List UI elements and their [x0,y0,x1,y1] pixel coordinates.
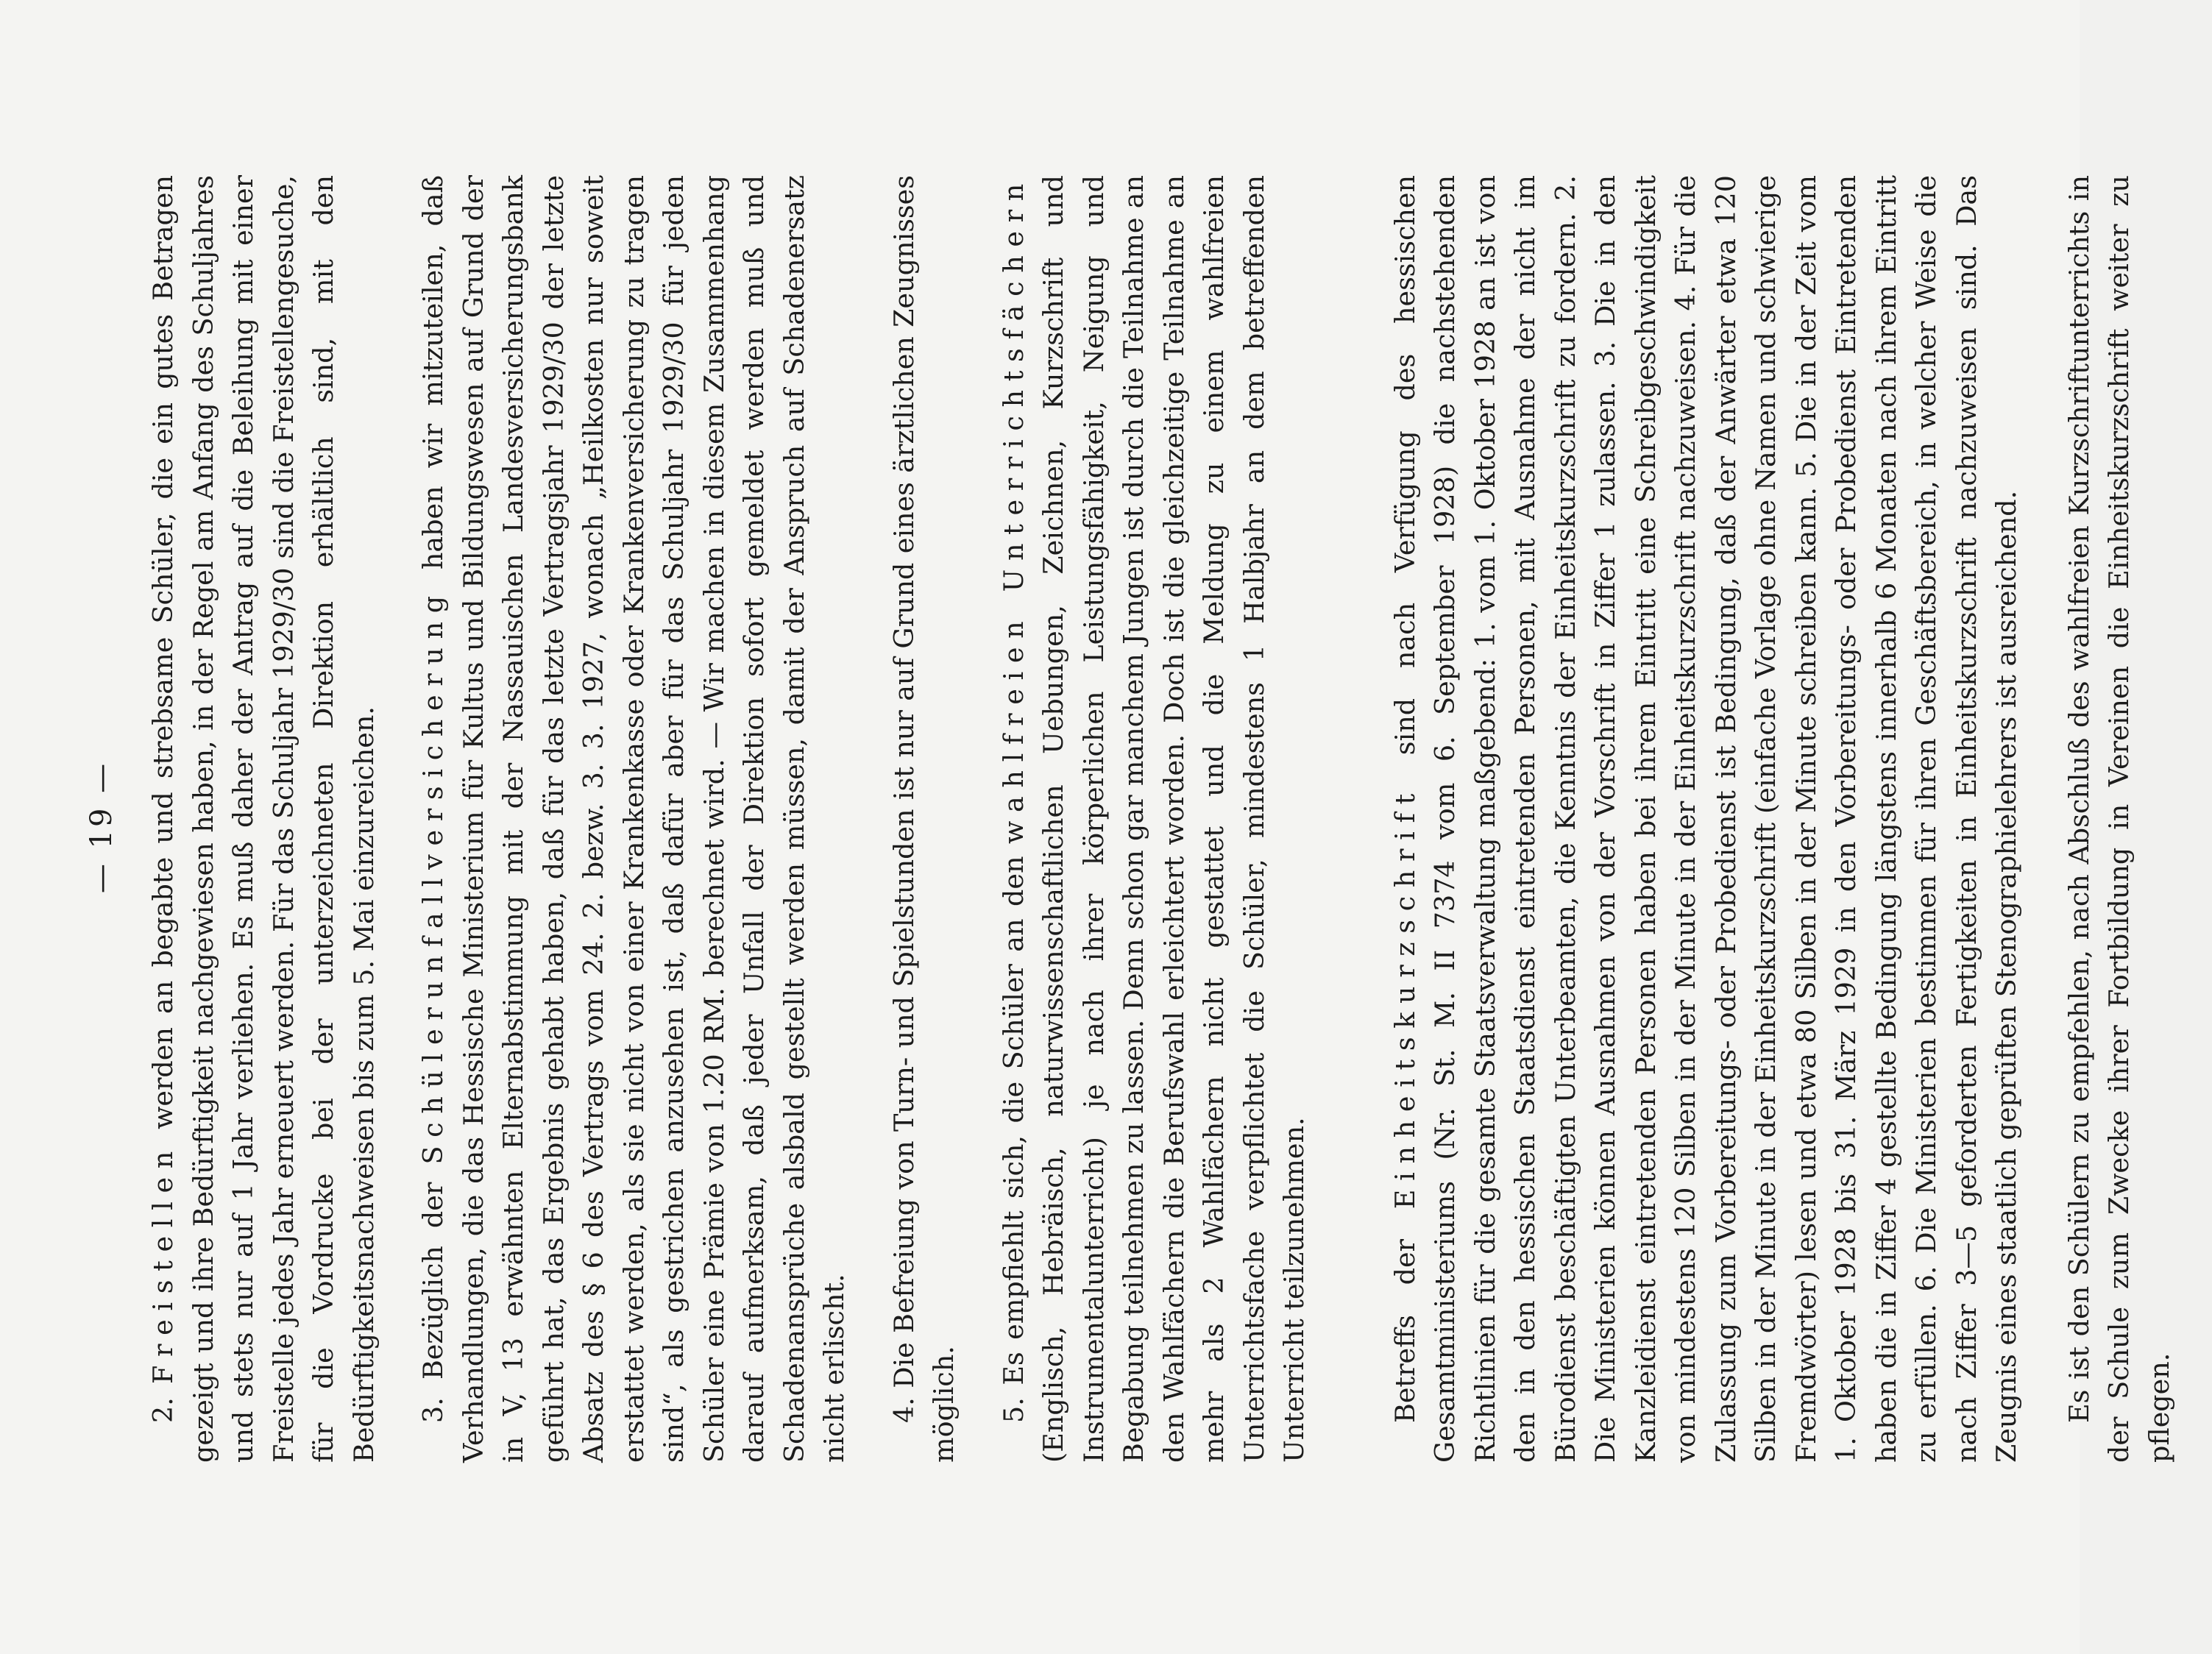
spaced-heading-freistellen: Freistellen [147,1143,179,1385]
paragraph-wahlfreie-unterrichtsfaecher [994,175,1315,1463]
spaced-heading-schuelerunfallversicherung: Schülerunfallversicherung [417,587,449,1165]
paragraph-lead: 2. [147,1384,179,1423]
paragraph-text: (Englisch, Hebräisch, naturwissenschaftlichen Uebungen, Zeichnen, Kurzschrift und Instrumentalunterricht) je nach ihrer körperlichen Leistungsfähigkeit, Neigung und Begabung teilnehmen zu lassen. Denn schon gar manchem Jungen ist durch die Teilnahme an den Wahlfächern die Berufswahl erleichtert worden. Doch ist die gleichzeitige Teilnahme an mehr als 2 Wahlfächern nicht gestattet und die Meldung zu einem wahlfreien Unterrichtsfache verpflichtet die Schüler, mindestens 1 Halbjahr an dem betreffenden Unterricht teilzunehmen. [1038,175,1310,1463]
paragraph-empfehlung [2060,175,2180,1463]
spaced-heading-einheitskurzschrift: Einheitskurzschrift [1389,784,1421,1210]
paragraph-lead: 3. Bezüglich der [417,1164,449,1423]
paragraph-text: Es ist den Schülern zu empfehlen, nach Abschluß des wahlfreien Kurzschriftunterrichts in der Schule zum Zwecke ihrer Fortbildung in Vereinen die Einheitskurzschrift weiter zu pflegen. [2063,175,2175,1463]
spaced-heading-wahlfreie-unterrichtsfaecher: wahlfreien Unterrichtsfächern [997,175,1029,844]
paragraph-befreiung [885,175,965,1463]
paragraph-freistellen [143,175,384,1463]
paragraph-lead: Betreffs der [1389,1209,1421,1423]
body-text [143,175,2212,1463]
paragraph-lead: 5. Es empfiehlt sich, die Schüler an den [997,843,1029,1423]
page-number: — 19 — [85,760,118,894]
paragraph-schuelerunfallversicherung [414,175,855,1463]
paragraph-einheitskurzschrift [1386,175,2027,1463]
paragraph-text: sind nach Verfügung des hessischen Gesamtministeriums (Nr. St. M. II 7374 vom 6. September 1928) die nachstehenden Richtlinien für die gesamte Staatsverwaltung maßgebend: 1. vom 1. Oktober 1928 an ist von den in den hessischen Staatsdienst eintretenden Personen, mit Ausnahme der nicht im Bürodienst beschäftigten Unterbeamten, die Kenntnis der Einheitskurzschrift zu fordern. 2. Die Ministerien können Ausnahmen von der Vorschrift in Ziffer 1 zulassen. 3. Die in den Kanzleidienst eintretenden Personen haben bei ihrem Eintritt eine Schreibgeschwindigkeit von mindestens 120 Silben in der Minute in der Einheitskurzschrift nachzuweisen. 4. Für die Zulassung zum Vorbereitungs- oder Probedienst ist Bedingung, daß der Anwärter etwa 120 Silben in der Minute in der Einheitskurzschrift (einfache Vorlage ohne Namen und schwierige Fremdwörter) lesen und etwa 80 Silben in der Minute schreiben kann. 5. Die in der Zeit vom 1. Oktober 1928 bis 31. März 1929 in den Vorbereitungs- oder Probedienst Eintretenden haben die in Ziffer 4 gestellte Bedingung längstens innerhalb 6 Monaten nach ihrem Eintritt zu erfüllen. 6. Die Ministerien bestimmen für ihren Geschäftsbereich, in welcher Weise die nach Ziffer 3—5 geforderten Fertigkeiten in Einheitskurzschrift nachzuweisen sind. Das Zeugnis eines staatlich geprüften Stenographielehrers ist ausreichend. [1389,175,2022,1463]
paragraph-text: 4. Die Befreiung von Turn- und Spielstunden ist nur auf Grund eines ärztlichen Zeugnisses möglich. [887,175,960,1463]
paragraph-text: haben wir mitzuteilen, daß Verhandlungen, die das Hessische Ministerium für Kultus und Bildungswesen auf Grund der in V, 13 erwähnten Elternabstimmung mit der Nassauischen Landesversicherungsbank geführt hat, das Ergebnis gehabt haben, daß für das letzte Vertragsjahr 1929/30 der letzte Absatz des § 6 des Vertrags vom 24. 2. bezw. 3. 3. 1927, wonach „Heilkosten nur soweit erstattet werden, als sie nicht von einer Krankenkasse oder Krankenversicherung zu tragen sind“, als gestrichen anzusehen ist, daß dafür aber für das Schuljahr 1929/30 für jeden Schüler eine Prämie von 1.20 RM. berechnet wird. — Wir machen in diesem Zusammenhang darauf aufmerksam, daß jeder Unfall der Direktion sofort gemeldet werden muß und Schadenansprüche alsbald gestellt werden müssen, damit der Anspruch auf Schadenersatz nicht erlischt. [417,175,850,1463]
paragraph-text: werden an begabte und strebsame Schüler, die ein gutes Betragen gezeigt und ihre Bedürftigkeit nachgewiesen haben, in der Regel am Anfang des Schuljahres und stets nur auf 1 Jahr verliehen. Es muß daher der Antrag auf die Beleihung mit einer Freistelle jedes Jahr erneuert werden. Für das Schuljahr 1929/30 sind die Freistellengesuche, für die Vordrucke bei der unterzeichneten Direktion erhältlich sind, mit den Bedürftigkeitsnachweisen bis zum 5. Mai einzureichen. [147,175,380,1463]
